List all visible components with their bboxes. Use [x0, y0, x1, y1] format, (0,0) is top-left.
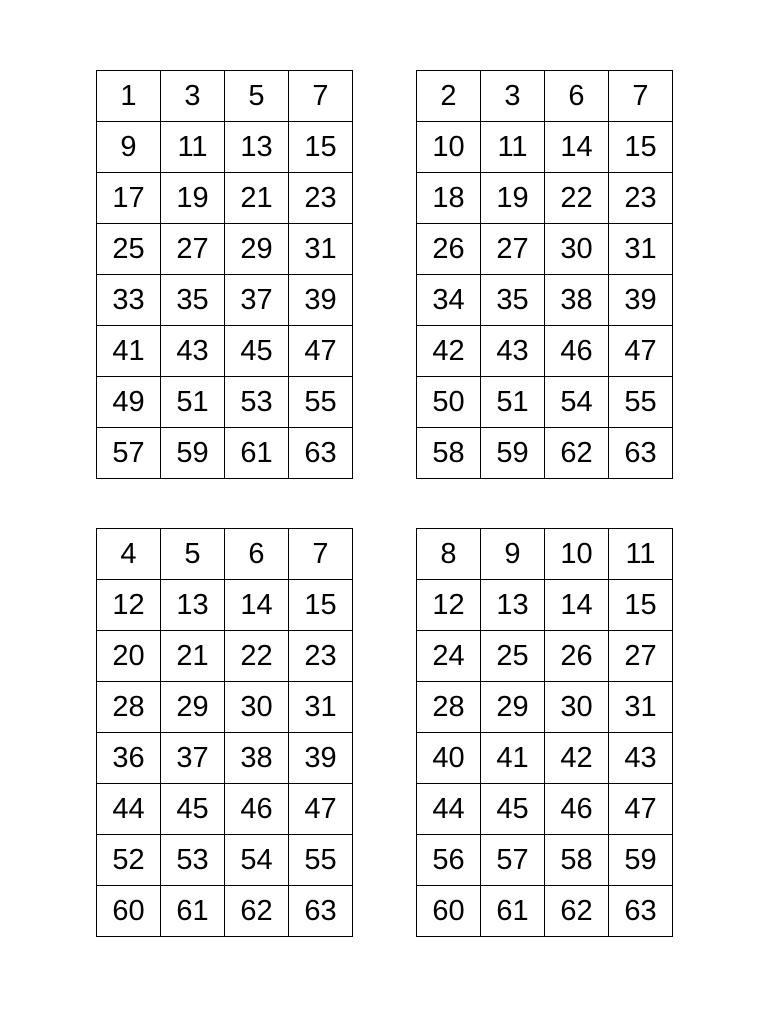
card-row — [97, 122, 353, 173]
card-cell: 28 — [417, 682, 481, 733]
card-cell: 60 — [97, 886, 161, 937]
card-cell: 61 — [225, 428, 289, 479]
card-row — [417, 173, 673, 224]
card-cell: 1 — [97, 71, 161, 122]
card-cell: 12 — [97, 580, 161, 631]
card-cell: 54 — [545, 377, 609, 428]
card-row — [97, 428, 353, 479]
card-cell: 8 — [417, 529, 481, 580]
card-row — [97, 631, 353, 682]
card-cell: 25 — [97, 224, 161, 275]
card-cell: 47 — [609, 784, 673, 835]
card-cell: 39 — [289, 733, 353, 784]
card-cell: 33 — [97, 275, 161, 326]
card-row — [97, 733, 353, 784]
card-cell: 15 — [289, 580, 353, 631]
card-cell: 45 — [161, 784, 225, 835]
card-cell: 7 — [609, 71, 673, 122]
card-cell: 11 — [161, 122, 225, 173]
card-row — [97, 835, 353, 886]
card-row — [417, 529, 673, 580]
card-cell: 5 — [225, 71, 289, 122]
card-cell: 21 — [225, 173, 289, 224]
card-cell: 50 — [417, 377, 481, 428]
card-cell: 39 — [609, 275, 673, 326]
card-cell: 46 — [545, 784, 609, 835]
card-cell: 35 — [161, 275, 225, 326]
card-cell: 13 — [481, 580, 545, 631]
card-cell: 61 — [481, 886, 545, 937]
card-cell: 11 — [609, 529, 673, 580]
card-cell: 31 — [289, 224, 353, 275]
card-row — [417, 784, 673, 835]
card-row — [97, 275, 353, 326]
card-cell: 15 — [289, 122, 353, 173]
card-cell: 63 — [609, 886, 673, 937]
card-row — [417, 631, 673, 682]
card-row — [97, 71, 353, 122]
card-cell: 63 — [289, 886, 353, 937]
card-row — [97, 224, 353, 275]
card-cell: 7 — [289, 529, 353, 580]
card-cell: 43 — [609, 733, 673, 784]
card-cell: 13 — [225, 122, 289, 173]
card-row — [97, 784, 353, 835]
card-cell: 18 — [417, 173, 481, 224]
number-card-1 — [96, 70, 353, 479]
card-cell: 29 — [161, 682, 225, 733]
card-cell: 45 — [225, 326, 289, 377]
card-cell: 37 — [161, 733, 225, 784]
card-cell: 58 — [417, 428, 481, 479]
card-cell: 55 — [289, 835, 353, 886]
card-cell: 21 — [161, 631, 225, 682]
card-cell: 35 — [481, 275, 545, 326]
card-cell: 37 — [225, 275, 289, 326]
card-cell: 25 — [481, 631, 545, 682]
card-cell: 38 — [545, 275, 609, 326]
card-row — [417, 682, 673, 733]
card-cell: 63 — [289, 428, 353, 479]
card-row — [417, 326, 673, 377]
card-cell: 9 — [481, 529, 545, 580]
card-cell: 40 — [417, 733, 481, 784]
card-row — [417, 580, 673, 631]
card-cell: 27 — [481, 224, 545, 275]
card-cell: 46 — [225, 784, 289, 835]
card-cell: 43 — [161, 326, 225, 377]
card-cell: 58 — [545, 835, 609, 886]
card-cell: 49 — [97, 377, 161, 428]
card-row — [417, 835, 673, 886]
card-cell: 45 — [481, 784, 545, 835]
card-cell: 14 — [545, 122, 609, 173]
card-cell: 2 — [417, 71, 481, 122]
card-cell: 43 — [481, 326, 545, 377]
card-cell: 15 — [609, 580, 673, 631]
card-cell: 51 — [481, 377, 545, 428]
card-cell: 44 — [417, 784, 481, 835]
card-cell: 10 — [545, 529, 609, 580]
card-cell: 22 — [225, 631, 289, 682]
card-cell: 41 — [97, 326, 161, 377]
card-cell: 56 — [417, 835, 481, 886]
card-cell: 6 — [545, 71, 609, 122]
card-row — [417, 224, 673, 275]
card-cell: 23 — [289, 631, 353, 682]
card-cell: 51 — [161, 377, 225, 428]
card-row — [97, 682, 353, 733]
card-cell: 55 — [289, 377, 353, 428]
card-cell: 31 — [289, 682, 353, 733]
card-cell: 42 — [417, 326, 481, 377]
card-cell: 15 — [609, 122, 673, 173]
card-cell: 30 — [225, 682, 289, 733]
card-cell: 4 — [97, 529, 161, 580]
card-cell: 63 — [609, 428, 673, 479]
card-row — [417, 377, 673, 428]
card-cell: 10 — [417, 122, 481, 173]
card-cell: 7 — [289, 71, 353, 122]
card-cell: 28 — [97, 682, 161, 733]
card-cell: 31 — [609, 682, 673, 733]
card-cell: 23 — [609, 173, 673, 224]
card-cell: 59 — [609, 835, 673, 886]
card-cell: 14 — [225, 580, 289, 631]
card-cell: 34 — [417, 275, 481, 326]
card-row — [417, 733, 673, 784]
card-cell: 13 — [161, 580, 225, 631]
card-cell: 60 — [417, 886, 481, 937]
card-cell: 53 — [161, 835, 225, 886]
card-cell: 30 — [545, 682, 609, 733]
card-cell: 31 — [609, 224, 673, 275]
card-row — [97, 377, 353, 428]
card-cell: 24 — [417, 631, 481, 682]
card-cell: 12 — [417, 580, 481, 631]
card-cell: 29 — [481, 682, 545, 733]
card-cell: 62 — [225, 886, 289, 937]
card-cell: 38 — [225, 733, 289, 784]
card-row — [97, 173, 353, 224]
card-cell: 23 — [289, 173, 353, 224]
card-cell: 61 — [161, 886, 225, 937]
card-cell: 47 — [289, 784, 353, 835]
card-cell: 59 — [481, 428, 545, 479]
card-row — [417, 428, 673, 479]
card-cell: 3 — [161, 71, 225, 122]
card-cell: 27 — [161, 224, 225, 275]
card-cell: 54 — [225, 835, 289, 886]
card-cell: 26 — [417, 224, 481, 275]
card-cell: 14 — [545, 580, 609, 631]
card-cell: 19 — [161, 173, 225, 224]
card-cell: 47 — [289, 326, 353, 377]
card-cell: 55 — [609, 377, 673, 428]
card-row — [97, 326, 353, 377]
card-cell: 22 — [545, 173, 609, 224]
number-card-2 — [416, 70, 673, 479]
card-cell: 5 — [161, 529, 225, 580]
card-cell: 42 — [545, 733, 609, 784]
number-card-3 — [96, 528, 353, 937]
card-cell: 46 — [545, 326, 609, 377]
card-cell: 20 — [97, 631, 161, 682]
card-cell: 27 — [609, 631, 673, 682]
card-cell: 53 — [225, 377, 289, 428]
card-row — [97, 580, 353, 631]
card-cell: 36 — [97, 733, 161, 784]
card-cell: 62 — [545, 428, 609, 479]
card-cell: 9 — [97, 122, 161, 173]
card-cell: 29 — [225, 224, 289, 275]
card-cell: 57 — [481, 835, 545, 886]
card-row — [417, 886, 673, 937]
card-cell: 39 — [289, 275, 353, 326]
card-cell: 6 — [225, 529, 289, 580]
number-card-4 — [416, 528, 673, 937]
card-cell: 59 — [161, 428, 225, 479]
card-cell: 41 — [481, 733, 545, 784]
card-row — [97, 529, 353, 580]
card-row — [417, 275, 673, 326]
card-cell: 19 — [481, 173, 545, 224]
card-cell: 26 — [545, 631, 609, 682]
card-row — [417, 122, 673, 173]
card-cell: 11 — [481, 122, 545, 173]
card-cell: 57 — [97, 428, 161, 479]
card-cell: 17 — [97, 173, 161, 224]
card-row — [97, 886, 353, 937]
card-cell: 30 — [545, 224, 609, 275]
card-cell: 3 — [481, 71, 545, 122]
card-cell: 47 — [609, 326, 673, 377]
card-cell: 52 — [97, 835, 161, 886]
card-cell: 44 — [97, 784, 161, 835]
card-row — [417, 71, 673, 122]
card-cell: 62 — [545, 886, 609, 937]
